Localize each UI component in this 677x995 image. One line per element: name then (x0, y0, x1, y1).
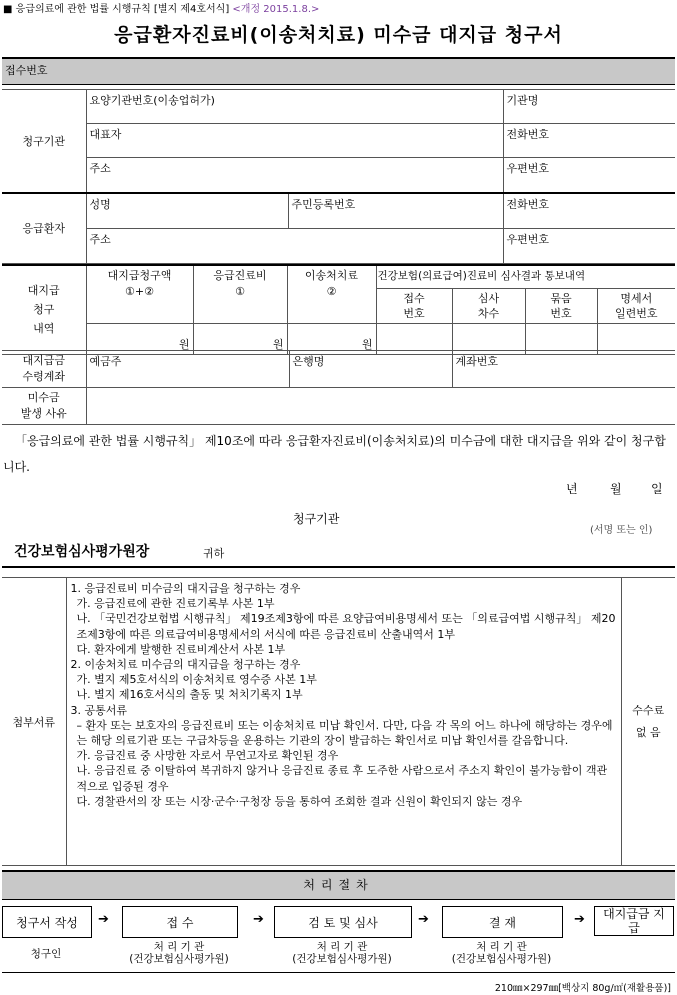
claimer-label: 청구기관 (293, 512, 340, 526)
date-year: 년 (566, 482, 578, 496)
claimant-phone-field[interactable] (503, 124, 675, 158)
claim-label-line-2: 청구 (33, 303, 55, 317)
attach-line-10: 가. 응급진료 중 사망한 자로서 무연고자로 확인된 경우 (76, 749, 339, 763)
emergency-cost-mark: ① (235, 285, 245, 298)
review-round-subheader (452, 288, 525, 323)
representative-label: 대표자 (89, 128, 122, 141)
patient-section-label: 응급환자 (2, 193, 86, 264)
claimant-address-field[interactable] (86, 158, 503, 193)
claim-label-line-1: 대지급 (27, 284, 60, 298)
revision-date: <개정 2015.1.8.> (232, 4, 320, 15)
emergency-cost-label: 응급진료비 (213, 269, 267, 282)
statement-serial-line-1: 명세서 (620, 291, 653, 305)
review-round-line-2: 차수 (477, 306, 500, 320)
declaration-text: 「응급의료에 관한 법률 시행규칙」 제10조에 따라 응급환자진료비(이송처치료)의 미수금에 대한 대지급을 위와 같이 청구합니다. (3, 434, 666, 474)
step-write-claim: 청구서 작성 (2, 906, 92, 938)
date-month: 월 (610, 482, 622, 496)
step-receive: 접 수 (122, 906, 238, 938)
patient-phone-label: 전화번호 (506, 197, 550, 211)
receipt-no-subheader (376, 288, 452, 323)
footer-divider (2, 972, 675, 973)
account-number-field[interactable] (452, 351, 675, 388)
attach-line-4: 다. 환자에게 발행한 진료비계산서 사본 1부 (76, 642, 286, 656)
claimant-zip-field[interactable] (503, 158, 675, 193)
signature-label: (서명 또는 인) (590, 525, 653, 536)
law-ref-text: ■ 응급의료에 관한 법률 시행규칙 [별지 제4호서식] (3, 4, 230, 15)
step-actor-receive (122, 941, 236, 965)
procedure-bar: 처리절차 (2, 870, 675, 900)
reason-label-line-1: 미수금 (27, 391, 60, 404)
claim-label-line-3: 내역 (33, 322, 55, 336)
step-approve: 결 재 (442, 906, 563, 938)
receipt-number-bar (2, 57, 675, 85)
emergency-cost-header (193, 265, 287, 323)
actor-line-1: 처 리 기 관 (476, 941, 527, 953)
attach-line-9: – 환자 또는 보호자의 응급진료비 또는 이송처치료 미납 확인서. 다만, 다음 각 목의 어느 하나에 해당하는 경우에는 해당 의료기관 또는 구급차등을 운용하는 기관의 장이 발급하는 확인서로 미납 확인서를 갈음합니다. (76, 718, 613, 748)
claimant-section-label: 청구기관 (2, 90, 86, 193)
receipt-number-label: 접수번호 (5, 64, 48, 77)
law-reference (3, 0, 319, 15)
claim-section-label (2, 265, 86, 354)
patient-zip-field[interactable] (503, 229, 675, 264)
bundle-no-line-2: 번호 (550, 306, 572, 320)
actor-line-2: (건강보험심사평가원) (451, 953, 552, 965)
paper-spec: 210㎜×297㎜[백상지 80g/㎡(재활용품)] (494, 983, 671, 994)
divider (2, 566, 675, 568)
step-pay: 대지급금 지급 (594, 906, 674, 936)
actor-line-2: (건강보험심사평가원) (129, 953, 229, 965)
institution-number-field[interactable] (86, 90, 503, 124)
bundle-no-subheader (525, 288, 597, 323)
reason-label-line-2: 발생 사유 (20, 407, 67, 420)
won-unit-3: 원 (361, 337, 373, 351)
transport-cost-header (287, 265, 376, 323)
reason-field[interactable] (86, 388, 675, 425)
account-reason-table (2, 350, 675, 425)
attachments-list (66, 578, 621, 866)
attachments-label: 첨부서류 (2, 578, 66, 866)
institution-name-field[interactable] (503, 90, 675, 124)
attach-line-11: 나. 응급진료 중 이탈하여 복귀하지 않거나 응급진료 종료 후 도주한 사람으로서 주소지 확인이 불가능함이 객관적으로 입증된 경우 (76, 764, 608, 793)
patient-address-label: 주소 (89, 233, 111, 246)
addressee-suffix: 귀하 (203, 547, 225, 560)
claim-total-formula: ①+② (125, 285, 154, 298)
attachments-table (2, 577, 675, 866)
account-number-label: 계좌번호 (455, 355, 499, 368)
review-result-header: 건강보험(의료급여)진료비 심사결과 통보내역 (376, 265, 675, 288)
attach-line-8: 3. 공통서류 (70, 703, 127, 717)
claimant-patient-table (2, 89, 675, 264)
account-label-line-1: 대지급금 (22, 354, 65, 367)
won-unit-1: 원 (178, 337, 190, 351)
transport-cost-mark: ② (326, 285, 337, 298)
claimant-phone-label: 전화번호 (506, 128, 550, 141)
account-label-line-2: 수령계좌 (22, 370, 65, 383)
patient-name-field[interactable] (86, 193, 288, 229)
patient-rrn-label: 주민등록번호 (291, 197, 356, 211)
review-round-line-1: 심사 (477, 291, 500, 305)
attach-line-7: 나. 별지 제16호서식의 출동 및 처치기록지 1부 (76, 688, 303, 702)
transport-cost-label: 이송처치료 (304, 269, 359, 282)
patient-rrn-field[interactable] (288, 193, 503, 229)
claim-total-label: 대지급청구액 (107, 269, 172, 282)
patient-phone-field[interactable] (503, 193, 675, 229)
attach-line-3: 나. 「국민건강보험법 시행규칙」 제19조제3항에 따른 요양급여비용명세서 또는 「의료급여법 시행규칙」 제20조제3항에 따른 의료급여비용명세서의 서식에 따른 응급진료비 산출내역서 1부 (76, 612, 616, 641)
claimant-address-label: 주소 (89, 162, 111, 175)
account-holder-label: 예금주 (89, 355, 122, 368)
step-review: 검 토 및 심사 (274, 906, 412, 938)
claim-total-header (86, 265, 193, 323)
institution-name-label: 기관명 (506, 94, 539, 107)
claimant-zip-label: 우편번호 (506, 162, 550, 175)
arrow-icon: ➔ (418, 912, 429, 927)
won-unit-2: 원 (272, 337, 284, 351)
institution-number-label: 요양기관번호(이송업허가) (89, 94, 215, 107)
actor-line-1: 처 리 기 관 (153, 941, 205, 953)
bank-name-label: 은행명 (292, 355, 325, 368)
fee-label: 수수료 (632, 703, 665, 717)
account-section-label (2, 351, 86, 388)
arrow-icon: ➔ (253, 912, 264, 927)
arrow-icon: ➔ (98, 912, 109, 927)
attach-line-6: 가. 별지 제5호서식의 이송처치료 영수증 사본 1부 (76, 673, 317, 687)
statement-serial-line-2: 일련번호 (615, 306, 658, 320)
arrow-icon: ➔ (574, 912, 585, 927)
actor-line-2: (건강보험심사평가원) (292, 953, 392, 965)
step-actor-approve (442, 941, 561, 965)
claim-details-table (2, 264, 675, 355)
step-actor-claimant: 청구인 (30, 948, 62, 960)
account-holder-field[interactable] (86, 351, 289, 388)
fee-cell (621, 578, 675, 866)
step-actor-review (274, 941, 410, 965)
form-title: 응급환자진료비(이송처치료) 미수금 대지급 청구서 (114, 24, 563, 46)
addressee: 건강보험심사평가원장 (14, 544, 150, 560)
receipt-no-line-2: 번호 (403, 306, 425, 320)
patient-name-label: 성명 (89, 197, 111, 211)
date-day: 일 (651, 482, 663, 496)
actor-line-1: 처 리 기 관 (316, 941, 368, 953)
attach-line-5: 2. 이송처치료 미수금의 대지급을 청구하는 경우 (70, 658, 301, 672)
patient-zip-label: 우편번호 (506, 233, 550, 246)
receipt-no-line-1: 접수 (403, 291, 425, 305)
attach-line-12: 다. 경찰관서의 장 또는 시장·군수·구청장 등을 통하여 조회한 결과 신원이 확인되지 않는 경우 (76, 794, 523, 808)
representative-field[interactable] (86, 124, 503, 158)
patient-address-field[interactable] (86, 229, 503, 264)
attach-line-2: 가. 응급진료에 관한 진료기록부 사본 1부 (76, 597, 275, 611)
statement-serial-subheader (597, 288, 675, 323)
attach-line-1: 1. 응급진료비 미수금의 대지급을 청구하는 경우 (70, 582, 301, 595)
fee-value: 없 음 (635, 725, 661, 739)
bundle-no-line-1: 묶음 (550, 291, 572, 305)
bank-name-field[interactable] (289, 351, 452, 388)
reason-section-label (2, 388, 86, 425)
